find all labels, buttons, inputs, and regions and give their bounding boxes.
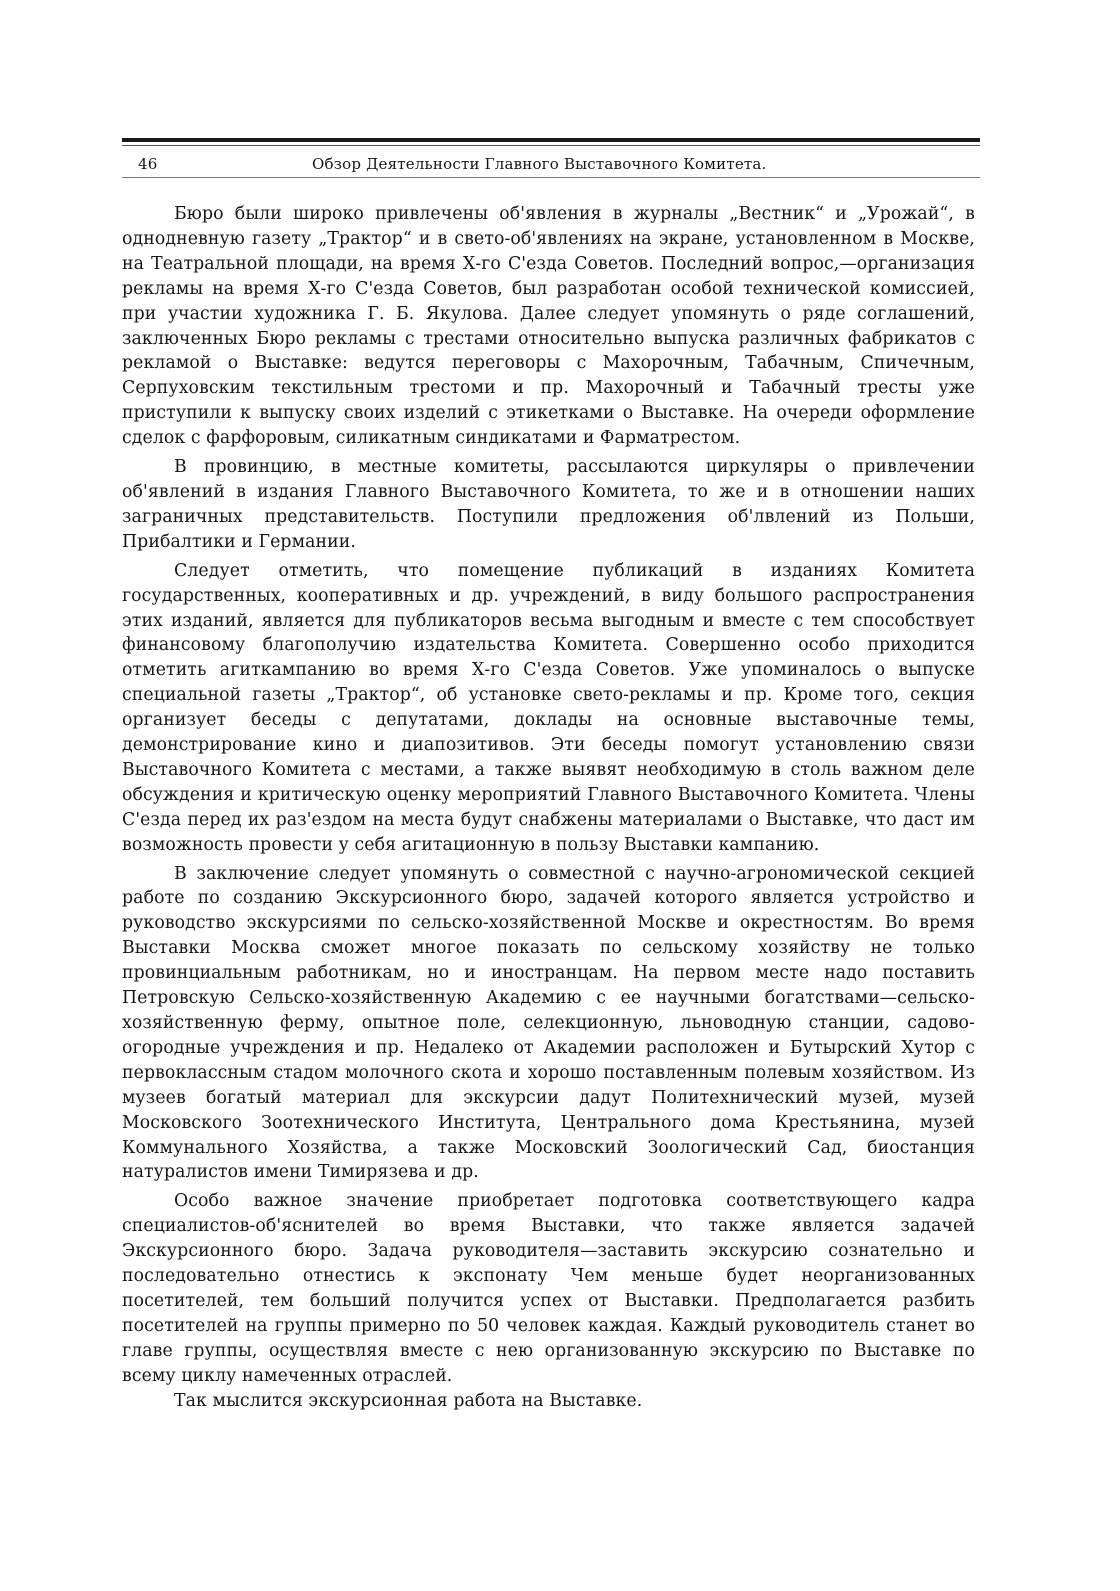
paragraph-excursion-bureau: В заключение следует упомянуть о совместной с научно-агрономической секцией работе по созданию Экскурсионного бюро, задачей которого является устройство и руководство экскурсиями по сельско-хозяйственной Москве и окрестностям. Во время Выставки Москва сможет многое показать по сельскому хозяйству не только провинциальным работникам, но и иностранцам. На первом месте надо поставить Петровскую Сельско-хозяйственную Академию с ее научными богатствами—сельско-хозяйственную ферму, опытное поле, селекционную, льноводную станции, садово-огородные учреждения и пр. Недалеко от Академии расположен и Бутырский Хутор с первоклассным стадом молочного скота и хорошо поставленным полевым хозяйством. Из музеев богатый материал для экскурсии дадут Политехнический музей, музей Московского Зоотехнического Института, Центрального дома Крестьянина, музей Коммунального Хозяйства, а также Московский Зоологический Сад, биостанция натуралистов имени Тимирязева и др. xyxy=(122,863,975,1183)
header-rule-thick xyxy=(122,138,980,142)
running-header xyxy=(122,152,980,176)
paragraph-advertising-bureau: Бюро были широко привлечены об'явления в журналы „Вестник“ и „Урожай“, в однодневную газету „Трактор“ и в свето-об'явлениях на экране, установленном в Москве, на Театральной площади, на время Х-го С'езда Советов. Последний вопрос,—организация рекламы на время Х-го С'езда Советов, был разработан особой технической комиссией, при участии художника Г. Б. Якулова. Далее следует упомянуть о ряде соглашений, заключенных Бюро рекламы с трестами относительно выпуска различных фабрикатов с рекламой о Выставке: ведутся переговоры с Махорочным, Табачным, Спичечным, Серпуховским текстильным трестоми и пр. Махорочный и Табачный тресты уже приступили к выпуску своих изделий с этикетками о Выставке. На очереди оформление сделок с фарфоровым, силикатным синдикатами и Фарматрестом. xyxy=(122,204,975,449)
header-rule-bottom xyxy=(122,177,980,178)
running-title: Обзор Деятельности Главного Выставочного Комитета. xyxy=(312,155,767,173)
paragraph-closing: Так мыслится экскурсионная работа на Выставке. xyxy=(174,1390,643,1411)
paragraph-provincial-committees: В провинцию, в местные комитеты, рассылаются циркуляры о привлечении об'явлений в издания Главного Выставочного Комитета, то же и в отношении наших заграничных представительств. Поступили предложения об'лвлений из Польши, Прибалтики и Германии. xyxy=(122,457,975,552)
article-body xyxy=(122,202,975,1414)
paragraph-guides-training: Особо важное значение приобретает подготовка соответствующего кадра специалистов-об'яснителей во время Выставки, что также является задачей Экскурсионного бюро. Задача руководителя—заставить экскурсию сознательно и последовательно отнестись к экспонату Чем меньше будет неорганизованных посетителей, тем больший получится успех от Выставки. Предполагается разбить посетителей на группы примерно по 50 человек каждая. Каждый руководитель станет во главе группы, осуществляя вместе с нею организованную экскурсию по Выставке по всему циклу намеченных отраслей. xyxy=(122,1191,975,1386)
header-rule-thin xyxy=(122,145,980,146)
paragraph-publications-campaign: Следует отметить, что помещение публикаций в изданиях Комитета государственных, кооперативных и др. учреждений, в виду большого распространения этих изданий, является для публикаторов весьма выгодным и вместе с тем способствует финансовому благополучию издательства Комитета. Совершенно особо приходится отметить агиткампанию во время Х-го С'езда Советов. Уже упоминалось о выпуске специальной газеты „Трактор“, об установке свето-рекламы и пр. Кроме того, секция организует беседы с депутатами, доклады на основные выставочные темы, демонстрирование кино и диапозитивов. Эти беседы помогут установлению связи Выставочного Комитета с местами, а также выявят необходимую в столь важном деле обсуждения и критическую оценку мероприятий Главного Выставочного Комитета. Члены С'езда перед их раз'ездом на места будут снабжены материалами о Выставке, что даст им возможность провести у себя агитационную в пользу Выставки кампанию. xyxy=(122,560,975,855)
page-number: 46 xyxy=(138,155,158,173)
